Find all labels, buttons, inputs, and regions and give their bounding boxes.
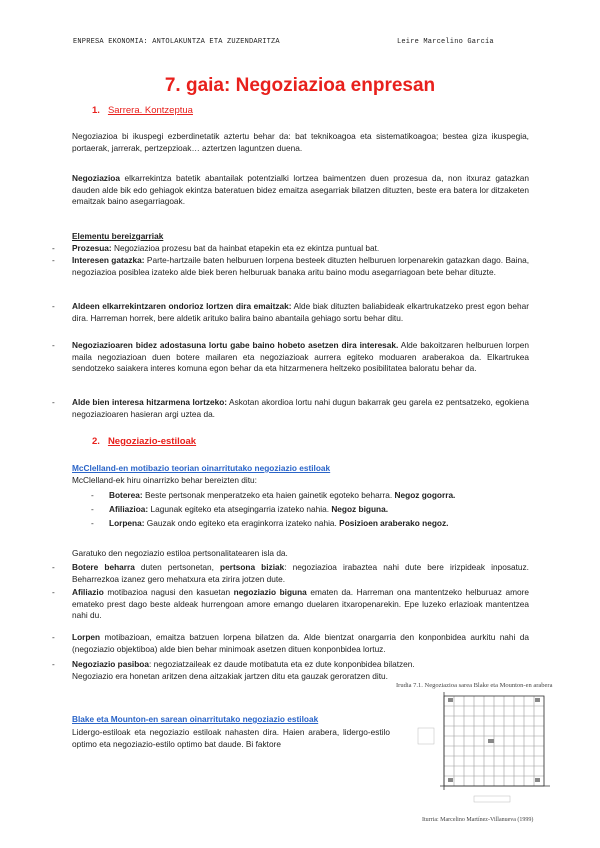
running-header-right: Leire Marcelino García [397, 38, 494, 46]
bullet-dash: - [91, 518, 94, 528]
need-style: Negoz gogorra. [394, 490, 456, 500]
figure-caption: Irudia 7.1. Negoziazioa sarea Blake eta Mounton-en arabera [396, 682, 553, 689]
style-part: pertsona biziak [220, 562, 285, 572]
element-lead: Prozesua: [72, 243, 112, 253]
style-part: : negoziazioa irabaztea nahi dute bere irizpideak inposatuz. Beharrezkoa izanez gero mehatxura eta zirira jotzen dute. [72, 562, 529, 584]
mcclelland-summary: Garatuko den negoziazio estiloa pertsonalitatearen isla da. [72, 548, 288, 558]
element-item [52, 340, 529, 375]
style-part: duten pertsonetan, [134, 562, 221, 572]
y-axis-label-box [418, 728, 434, 744]
managerial-grid-figure [396, 682, 586, 832]
style-part: Lorpen [72, 632, 101, 642]
bullet-dash: - [52, 340, 55, 350]
element-text: Parte-hartzaile baten helburuen lorpena besteek dituzten helburuen lorpenarekin gatazkan dago. Baina, negoziazioa posiblea izateko alde biek beren helburuak banaka aritu baino modu asegarriagoan bete behar dituzte. [72, 255, 529, 277]
style-part: motibazioa nagusi den kasuetan [103, 587, 234, 597]
style-item [52, 562, 529, 585]
element-text: Negoziazioa prozesu bat da hainbat etapekin eta ez ekintza puntual bat. [111, 243, 380, 253]
bullet-dash: - [91, 504, 94, 514]
intro-paragraph-2 [72, 173, 529, 208]
managerial-grid-chart [396, 690, 586, 820]
section-2-label: Negoziazio-estiloak [107, 436, 197, 447]
element-lead: Alde bien interesa hitzarmena lortzeko: [72, 397, 228, 407]
bullet-dash: - [91, 490, 94, 500]
mcclelland-intro: McClelland-ek hiru oinarrizko behar bereizten ditu: [72, 475, 257, 485]
element-item [52, 397, 529, 420]
bullet-dash: - [52, 587, 55, 597]
style-part: Negoziazio pasiboa [72, 659, 149, 669]
page-title: 7. gaia: Negoziazioa enpresan [164, 75, 436, 96]
need-item [91, 518, 529, 530]
need-text: Gauzak ondo egiteko eta eraginkorra izateko nahia. [144, 518, 340, 528]
need-style: Negoz biguna. [331, 504, 389, 514]
grid-marker [535, 778, 540, 782]
intro-paragraph-1: Negoziazioa bi ikuspegi ezberdinetatik aztertu behar da: bat teknikoagoa eta sistematikoagoa; bestea giza ikuspegia, portaerak, jarrerak, pertzepzioak… aztertzen laguntzen duena. [72, 131, 529, 153]
grid-marker [448, 778, 453, 782]
grid-marker [535, 698, 540, 702]
section-2-heading [92, 436, 196, 448]
running-header-left: ENPRESA EKONOMIA: ANTOLAKUNTZA ETA ZUZENDARITZA [73, 38, 280, 46]
element-text: Alde bakoitzaren helburuen lorpen maila negoziazioan duen botere mailaren eta negoziazioak aurrera egiteko moduaren araberakoa da. Elkartrukea sendotzeko saiakera interes komuna egon behar da eta hitzarmenera heltzeko posibilitatea baloratu behar da. [72, 340, 529, 374]
style-part: Botere beharra [72, 562, 135, 572]
section-1-number: 1. [92, 105, 100, 116]
need-item [91, 490, 529, 502]
bullet-dash: - [52, 632, 55, 642]
bullet-dash: - [52, 562, 55, 572]
intro-2-text: elkarrekintza batetik abantailak potentzialki lortzea baimentzen duen prozesua da, non itxuraz gatazkan dauden alde bik edo gehiagok ekintza bateratuen bidez emaitza asegarriak bilatzen dituzten, beste era batera lor ditzaketen emaitzak baino asegarriagoak. [72, 173, 529, 207]
style-part: Afiliazio [72, 587, 104, 597]
style-item [52, 632, 529, 655]
element-lead: Aldeen elkarrekintzaren ondorioz lortzen dira emaitzak: [72, 301, 292, 311]
bullet-dash: - [52, 397, 55, 407]
style-item [52, 587, 529, 622]
need-item [91, 504, 529, 516]
figure-source: Iturria: Marcelino Martínez-Villanueva (1999) [422, 817, 534, 823]
element-item [52, 301, 529, 324]
section-1-label: Sarrera. Kontzeptua [107, 105, 193, 116]
style-part: negoziazio biguna [233, 587, 307, 597]
section-2-number: 2. [92, 436, 100, 447]
bullet-dash: - [52, 659, 55, 669]
blake-heading-link[interactable]: Blake eta Mounton-en sarean oinarritutako negoziazio estiloak [72, 714, 319, 724]
element-text: Askotan akordioa lortu nahi dugun bakarrak geu garela ez pentsatzeko, egokiena negoziazioaren hasieran argi uztea da. [72, 397, 529, 419]
style-part: : negoziatzaileak ez daude motibatuta eta ez dute konponbidea bilatzen. [149, 659, 415, 669]
need-text: Beste pertsonak menperatzeko eta haien gainetik egoteko beharra. [142, 490, 395, 500]
bullet-dash: - [52, 255, 55, 265]
element-lead: Interesen gatazka: [72, 255, 145, 265]
section-1-heading [92, 105, 193, 117]
need-style: Posizioen araberako negoz. [339, 518, 449, 528]
style-part: ematen da. Harreman ona mantentzeko helburuaz amore emateko prest dago beste aldeak hurrengoan amore emango duelaren itxaropenarekin. Epe luzeko erlazioak mantentzea nahi du. [72, 587, 529, 621]
x-axis-label-box [474, 796, 510, 802]
style-item [52, 659, 529, 671]
mcclelland-heading-link[interactable]: McClelland-en motibazio teorian oinarritutako negoziazio estiloak [72, 463, 331, 473]
element-item [52, 255, 529, 278]
grid-marker [448, 698, 453, 702]
style-part: motibazioan, emaitza batzuen lorpena bilatzen da. Alde bientzat onargarria den konponbidea aurkitu nahi da (negoziazio objektiboa) alde bien behar minimoak asetzen dituen konponbidea lortuz. [72, 632, 529, 654]
need-text: Lagunak egiteko eta atsegingarria izateko nahia. [148, 504, 332, 514]
grid-marker [488, 739, 494, 743]
blake-paragraph: Lidergo-estiloak eta negoziazio estiloak nahasten dira. Haien arabera, lidergo-estilo optimo eta negoziazio-estilo optimo bat daude. Bi faktore [72, 727, 390, 749]
bullet-dash: - [52, 243, 55, 253]
intro-2-lead: Negoziazioa [72, 173, 120, 183]
need-lead: Lorpena: [109, 518, 145, 528]
elements-heading: Elementu bereizgarriak [72, 231, 164, 241]
element-lead: Negoziazioaren bidez adostasuna lortu gabe baino hobeto asetzen dira interesak. [72, 340, 399, 350]
need-lead: Boterea: [109, 490, 143, 500]
need-lead: Afiliazioa: [109, 504, 149, 514]
element-item [52, 243, 529, 255]
passive-continuation: Negoziazio era honetan aritzen dena aitzakiak jartzen ditu eta gauzak geroratzen ditu. [72, 671, 388, 681]
element-text: Alde biak dituzten baliabideak elkartrukatzeko prest egon behar dira. Harreman horrek, bere aldetik arituko balira baino abantaila gehiago sortu behar ditu. [72, 301, 529, 323]
bullet-dash: - [52, 301, 55, 311]
